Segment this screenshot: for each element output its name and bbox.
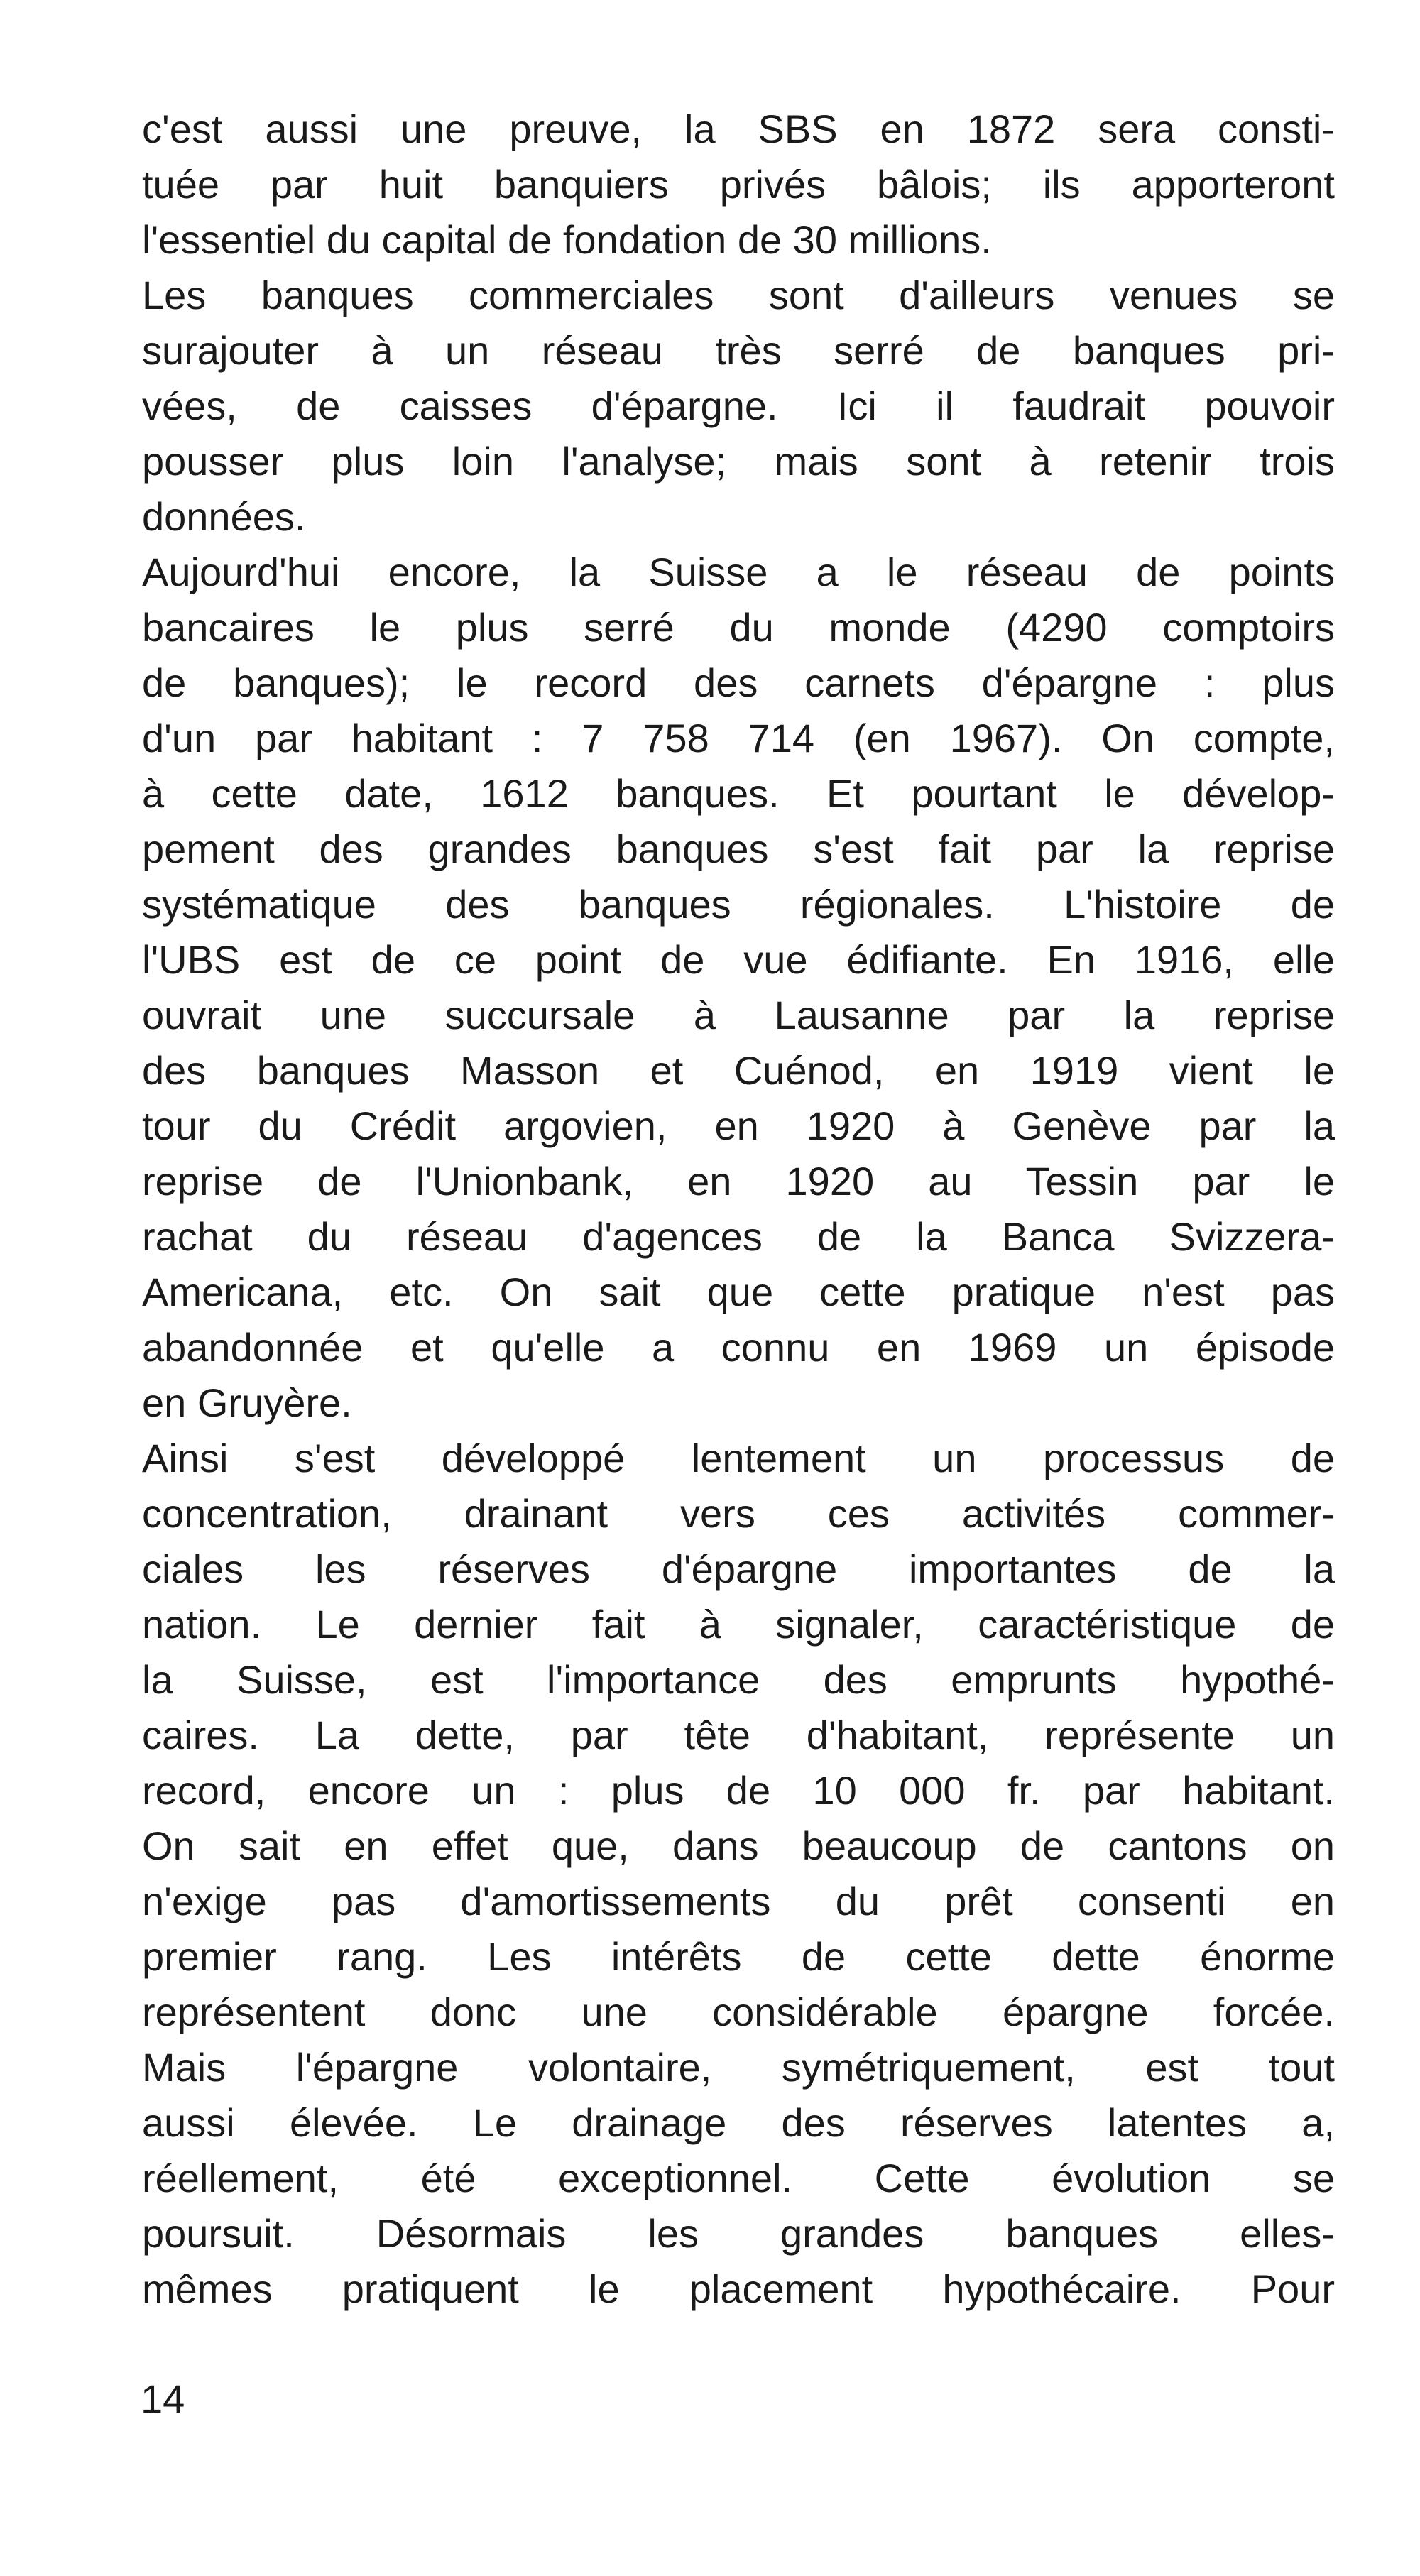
text-line: rachat du réseau d'agences de la Banca Svizzera- xyxy=(142,1214,1335,1259)
text-line: l'essentiel du capital de fondation de 30 millions. xyxy=(142,217,992,262)
text-line: à cette date, 1612 banques. Et pourtant le dévelop- xyxy=(142,771,1335,816)
text-line: tuée par huit banquiers privés bâlois; ils apporteront xyxy=(142,162,1335,207)
text-line: ciales les réserves d'épargne importantes de la xyxy=(142,1546,1335,1591)
text-line: aussi élevée. Le drainage des réserves latentes a, xyxy=(142,2100,1335,2145)
text-line: Mais l'épargne volontaire, symétriquement, est tout xyxy=(142,2045,1335,2090)
text-line: On sait en effet que, dans beaucoup de cantons on xyxy=(142,1823,1335,1868)
text-line: record, encore un : plus de 10 000 fr. par habitant. xyxy=(142,1768,1335,1813)
text-line: Americana, etc. On sait que cette pratique n'est pas xyxy=(142,1270,1335,1314)
text-line: de banques); le record des carnets d'épargne : plus xyxy=(142,660,1335,705)
text-line: nation. Le dernier fait à signaler, caractéristique de xyxy=(142,1602,1335,1647)
text-line: des banques Masson et Cuénod, en 1919 vient le xyxy=(142,1048,1335,1093)
body-text xyxy=(142,102,1335,2317)
text-line: reprise de l'Unionbank, en 1920 au Tessin par le xyxy=(142,1159,1335,1204)
text-line: concentration, drainant vers ces activités commer- xyxy=(142,1491,1335,1536)
text-line: abandonnée et qu'elle a connu en 1969 un épisode xyxy=(142,1325,1335,1370)
text-line: mêmes pratiquent le placement hypothécaire. Pour xyxy=(142,2266,1335,2311)
text-line: pement des grandes banques s'est fait par la reprise xyxy=(142,826,1335,871)
text-line: vées, de caisses d'épargne. Ici il faudrait pouvoir xyxy=(142,383,1335,428)
text-line: d'un par habitant : 7 758 714 (en 1967). On compte, xyxy=(142,716,1335,760)
text-line: surajouter à un réseau très serré de banques pri- xyxy=(142,328,1335,373)
text-line: l'UBS est de ce point de vue édifiante. En 1916, elle xyxy=(142,937,1335,982)
text-line: systématique des banques régionales. L'histoire de xyxy=(142,882,1335,927)
text-line: tour du Crédit argovien, en 1920 à Genève par la xyxy=(142,1103,1335,1148)
text-line: n'exige pas d'amortissements du prêt consenti en xyxy=(142,1879,1335,1923)
paragraph xyxy=(142,102,1335,268)
text-line: réellement, été exceptionnel. Cette évolution se xyxy=(142,2156,1335,2200)
paragraph xyxy=(142,268,1335,545)
text-line: premier rang. Les intérêts de cette dette énorme xyxy=(142,1934,1335,1979)
text-line: ouvrait une succursale à Lausanne par la reprise xyxy=(142,993,1335,1037)
text-line: données. xyxy=(142,494,306,539)
text-line: caires. La dette, par tête d'habitant, représente un xyxy=(142,1713,1335,1757)
page-number: 14 xyxy=(141,2376,185,2421)
text-line: représentent donc une considérable épargne forcée. xyxy=(142,1990,1335,2034)
text-line: bancaires le plus serré du monde (4290 comptoirs xyxy=(142,605,1335,650)
text-line: Ainsi s'est développé lentement un processus de xyxy=(142,1436,1335,1480)
text-line: pousser plus loin l'analyse; mais sont à retenir trois xyxy=(142,439,1335,484)
paragraph xyxy=(142,1431,1335,2317)
text-line: c'est aussi une preuve, la SBS en 1872 sera consti- xyxy=(142,107,1335,151)
text-line: Les banques commerciales sont d'ailleurs venues se xyxy=(142,273,1335,317)
text-line: en Gruyère. xyxy=(142,1380,352,1425)
paragraph xyxy=(142,545,1335,1431)
text-line: Aujourd'hui encore, la Suisse a le réseau de points xyxy=(142,550,1335,594)
text-line: poursuit. Désormais les grandes banques elles- xyxy=(142,2211,1335,2256)
text-line: la Suisse, est l'importance des emprunts hypothé- xyxy=(142,1657,1335,1702)
